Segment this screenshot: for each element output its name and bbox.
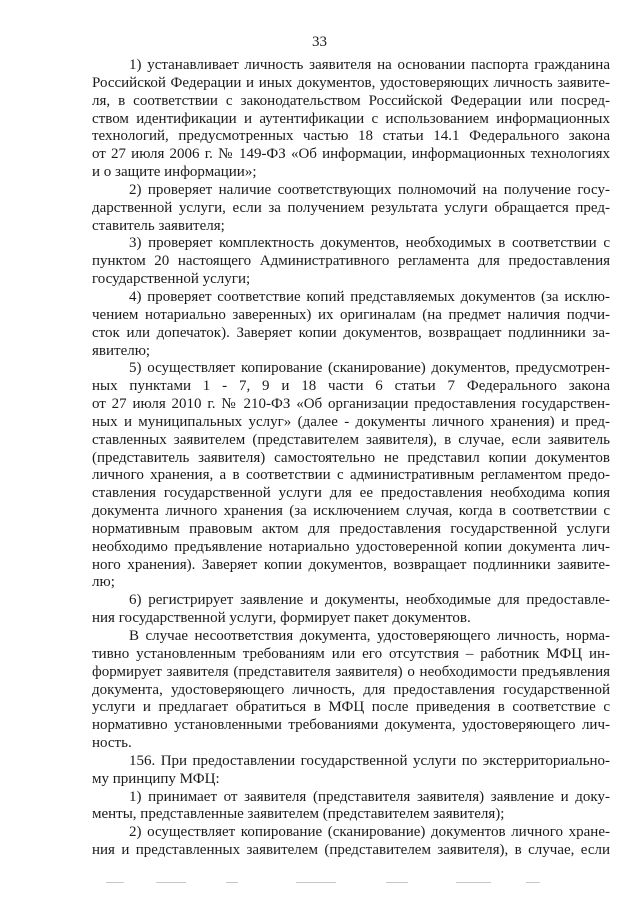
text-line: ством идентификации и аутентификации с использованием информационных	[92, 110, 610, 127]
text-line: 156. При предоставлении государственной услуги по экстерриториально-	[129, 752, 610, 769]
text-line: пунктом 20 настоящего Административного регламента для предоставления	[92, 253, 610, 270]
text-line: сток или допечаток). Заверяет копии документов, возвращает подлинники за-	[92, 324, 610, 341]
text-line: лю;	[92, 574, 115, 591]
text-line: В случае несоответствия документа, удостоверяющего личность, норма-	[129, 628, 610, 644]
text-line: ного хранения). Заверяет копии документов, возвращает подлинники заявите-	[92, 556, 610, 573]
text-line: необходимо предъявление нотариально удостоверенной копии документа лич-	[92, 538, 610, 555]
text-line: (представитель заявителя) самостоятельно не представил копии документов	[92, 449, 610, 466]
text-line: чением нотариально заверенных) их оригиналам (на предмет наличия подчи-	[92, 306, 610, 323]
text-line: Российской Федерации и иных документов, удостоверяющих личность заявите-	[92, 74, 610, 91]
text-line: му принципу МФЦ:	[92, 770, 220, 787]
text-line: ных пунктами 1 - 7, 9 и 18 части 6 статьи 7 Федерального закона	[92, 378, 610, 395]
text-line: 2) проверяет наличие соответствующих полномочий на получение госу-	[129, 181, 610, 198]
text-line: ных и муниципальных услуг» (далее - документы личного хранения) и пред-	[92, 413, 610, 430]
text-line: дарственной услуги, если за получением результата услуги обращается пред-	[92, 199, 610, 216]
text-line: нормативно установленными требованиями документа, удостоверяющего лич-	[92, 717, 610, 734]
text-line: 1) принимает от заявителя (представителя заявителя) заявление и доку-	[129, 788, 610, 805]
text-line: от 27 июля 2006 г. № 149-ФЗ «Об информации, информационных технологиях	[92, 146, 610, 163]
scan-artifact	[96, 882, 596, 886]
page-number: 33	[312, 34, 327, 50]
text-line: государственной услуги;	[92, 271, 251, 288]
text-line: и о защите информации»;	[92, 164, 257, 181]
text-line: 4) проверяет соответствие копий представляемых документов (за исклю-	[129, 288, 610, 305]
text-line: ля, в соответствии с законодательством Российской Федерации или посред-	[92, 92, 610, 109]
text-line: услуги и предлагает обратиться в МФЦ после приведения в соответствие с	[92, 699, 610, 716]
text-line: формирует заявителя (представителя заявителя) о необходимости предъявления	[92, 663, 610, 680]
text-line: документа, удостоверяющего личность, для предоставления государственной	[92, 681, 610, 698]
text-line: ставленных заявителем (представителем заявителя), в случае, если заявитель	[92, 431, 610, 448]
text-line: ность.	[92, 735, 132, 752]
text-line: ставитель заявителя;	[92, 217, 225, 234]
text-line: 3) проверяет комплектность документов, необходимых в соответствии с	[129, 235, 610, 252]
text-line: личного хранения, а в соответствии с административным регламентом предо-	[92, 467, 610, 484]
document-body	[92, 57, 610, 860]
text-line: ния государственной услуги, формирует пакет документов.	[92, 610, 471, 627]
text-line: документа личного хранения (за исключением случая, когда в соответствии с	[92, 503, 610, 520]
text-line: технологий, предусмотренных частью 18 статьи 14.1 Федерального закона	[92, 128, 610, 145]
text-line: менты, представленные заявителем (представителем заявителя);	[92, 806, 505, 823]
text-line: явителю;	[92, 342, 151, 359]
text-line: 5) осуществляет копирование (сканирование) документов, предусмотрен-	[129, 360, 610, 377]
text-line: 1) устанавливает личность заявителя на основании паспорта гражданина	[129, 57, 610, 73]
text-line: 2) осуществляет копирование (сканирование) документов личного хране-	[129, 824, 610, 841]
text-line: ния и представленных заявителем (представителем заявителя), в случае, если	[92, 842, 610, 859]
text-line: от 27 июля 2010 г. № 210-ФЗ «Об организации предоставления государствен-	[92, 396, 610, 413]
text-line: нормативным правовым актом для предоставления государственной услуги	[92, 520, 610, 537]
text-line: тивно установленным требованиям или его отсутствия – работник МФЦ ин-	[92, 645, 610, 662]
text-line: 6) регистрирует заявление и документы, необходимые для предоставле-	[129, 592, 610, 609]
text-line: ставления государственной услуги для ее предоставления необходима копия	[92, 485, 610, 502]
